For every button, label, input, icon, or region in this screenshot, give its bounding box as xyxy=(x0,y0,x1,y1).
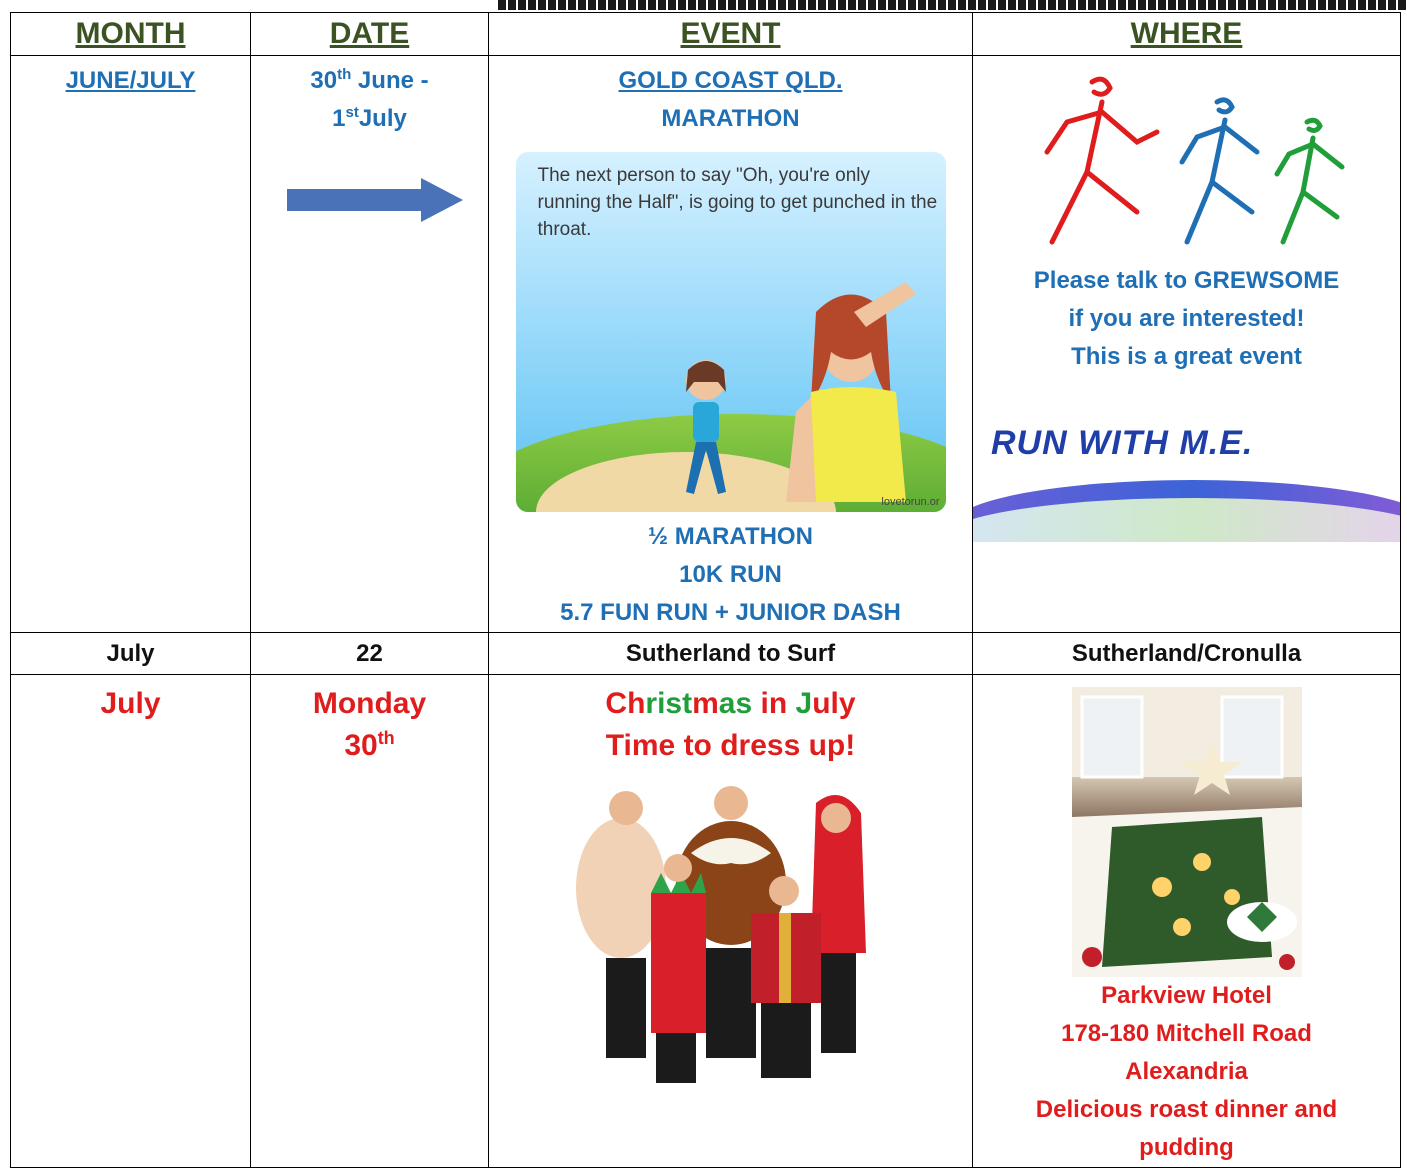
where-line3: This is a great event xyxy=(1071,343,1302,370)
event-line-half-marathon: ½ MARATHON xyxy=(648,523,813,550)
header-event: EVENT xyxy=(489,13,973,56)
date-line1: 30th June - xyxy=(310,66,429,94)
month-link-june-july[interactable]: JUNE/JULY xyxy=(65,67,196,94)
events-table xyxy=(10,12,1401,1168)
row3-date-num: 30th xyxy=(344,728,395,762)
event-line-fun-run: 5.7 FUN RUN + JUNIOR DASH xyxy=(560,599,901,626)
christmas-title-part: Ch xyxy=(605,687,646,720)
christmas-in-july-title xyxy=(489,683,972,725)
table-row xyxy=(11,56,1401,633)
venue-suburb: Alexandria xyxy=(1125,1058,1248,1085)
right-arrow-icon xyxy=(287,178,463,222)
row1-where xyxy=(973,56,1401,633)
christmas-title-part: J xyxy=(795,687,813,720)
row3-date: Monday 30th xyxy=(251,675,489,1168)
header-date: DATE xyxy=(251,13,489,56)
venue-description: Delicious roast dinner and xyxy=(1035,1096,1338,1123)
venue-address: 178-180 Mitchell Road xyxy=(1061,1020,1312,1047)
cartoon-caption: The next person to say "Oh, you're only running the Half", is going to get punched in the throat. xyxy=(537,165,938,240)
row3-where xyxy=(973,675,1401,1168)
row2-where: Sutherland/Cronulla xyxy=(973,633,1401,675)
three-runners-logo xyxy=(1007,62,1367,262)
row1-event xyxy=(489,56,973,633)
event-line-10k: 10K RUN xyxy=(679,561,782,588)
christmas-title-part: as xyxy=(718,687,753,720)
row1-month xyxy=(11,56,251,633)
christmas-title-part: uly xyxy=(812,687,856,720)
where-line1: Please talk to GREWSOME xyxy=(1033,267,1340,294)
row3-event: Christmas in July Time to dress up! xyxy=(489,675,973,1168)
row2-month: July xyxy=(11,633,251,675)
row2-event: Sutherland to Surf xyxy=(489,633,973,675)
where-line2: if you are interested! xyxy=(1068,305,1305,332)
christmas-costumes-photo xyxy=(566,773,896,1083)
cartoon-watermark: lovetorun.or xyxy=(881,496,940,508)
runner-cartoon-image xyxy=(516,152,946,512)
row3-month: July xyxy=(11,675,251,1168)
event-title-sub: MARATHON xyxy=(661,105,800,132)
event-title-link[interactable]: GOLD COAST QLD. xyxy=(618,67,843,94)
header-where: WHERE xyxy=(973,13,1401,56)
header-month: MONTH xyxy=(11,13,251,56)
exhausted-runner-illustration xyxy=(756,272,926,502)
row1-date xyxy=(251,56,489,633)
christmas-title-part: in xyxy=(752,687,796,720)
venue-description-2: pudding xyxy=(1139,1134,1234,1161)
run-with-me-logo xyxy=(973,402,1401,542)
row2-date: 22 xyxy=(251,633,489,675)
table-row xyxy=(11,633,1401,675)
header-row xyxy=(11,13,1401,56)
christmas-title-part: m xyxy=(692,687,719,720)
date-line2: 1stJuly xyxy=(332,104,407,132)
venue-name: Parkview Hotel xyxy=(1101,982,1272,1009)
dotted-border-strip xyxy=(498,0,1407,10)
table-row xyxy=(11,675,1401,1168)
run-with-me-logo-text: RUN WITH M.E. xyxy=(991,424,1254,462)
christmas-dinner-table-photo xyxy=(1072,687,1302,977)
smiling-runner-illustration xyxy=(666,352,746,502)
christmas-title-part: rist xyxy=(645,687,693,720)
